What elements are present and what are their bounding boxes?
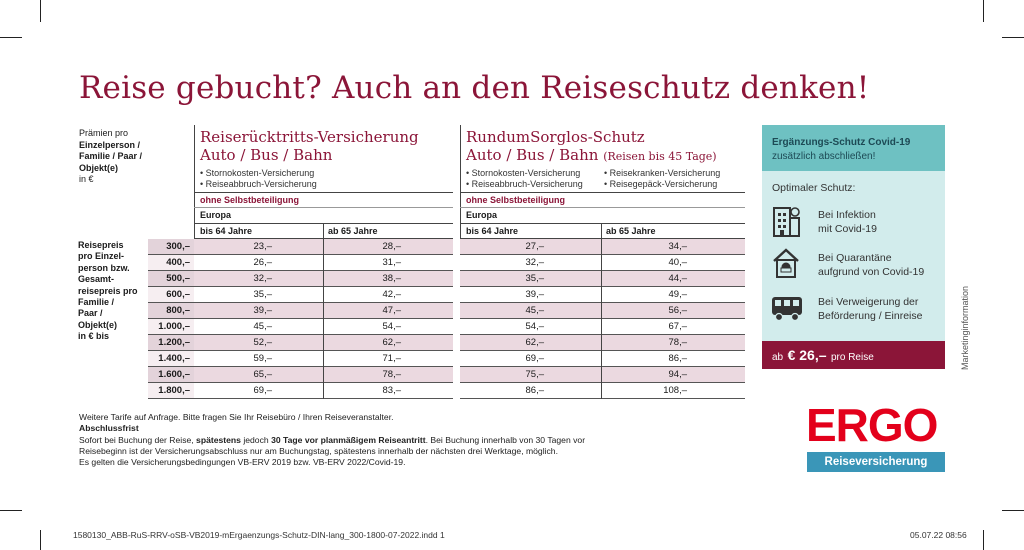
footer-heading: Abschlussfrist: [79, 423, 139, 434]
file-datetime: 05.07.22 08:56: [910, 530, 967, 540]
praemien-line: Familie / Paar /: [79, 151, 143, 161]
col2-bullets-right: [604, 168, 720, 190]
reisepreis-line: Gesamt-: [78, 274, 115, 285]
col1-ohne-sb: ohne Selbstbeteiligung: [200, 195, 300, 205]
covid-item-line: Beförderung / Einreise: [818, 310, 923, 322]
col1-title-line: Auto / Bus / Bahn: [200, 146, 333, 164]
covid-item3: [818, 295, 922, 323]
covid-item2: [818, 251, 924, 279]
footer-line: Es gelten die Versicherungsbedingungen VB-ERV 2019 bzw. VB-ERV 2022/Covid-19.: [79, 457, 406, 468]
premium-rrv-old: 78,–: [382, 369, 401, 380]
reisepreis-line: Paar /: [78, 308, 103, 319]
crop-mark: [0, 37, 22, 38]
premium-rus-young: 27,–: [525, 241, 544, 252]
rule: [194, 192, 453, 193]
premium-rrv-old: 62,–: [382, 337, 401, 348]
covid-optimal: Optimaler Schutz:: [772, 182, 856, 194]
crop-mark: [40, 530, 41, 550]
file-slug: 1580130_ABB-RuS-RRV-oSB-VB2019-mErgaenzungs-Schutz-DIN-lang_300-1800-07-2022.indd 1: [73, 530, 445, 540]
covid-title: Ergänzungs-Schutz Covid-19: [772, 137, 911, 148]
premium-rus-young: 86,–: [525, 385, 544, 396]
premium-rrv-young: 59,–: [253, 353, 272, 364]
premium-rus-young: 62,–: [525, 337, 544, 348]
col1-age-old: ab 65 Jahre: [328, 226, 378, 236]
premium-rrv-old: 54,–: [382, 321, 401, 332]
covid-item-line: aufgrund von Covid-19: [818, 266, 925, 278]
reisepreis-line: pro Einzel-: [78, 251, 125, 262]
reisepreis-line: person bzw.: [78, 262, 130, 273]
reisepreis-label: [78, 240, 148, 343]
row-price: 1.400,–: [158, 353, 190, 364]
bullet-item: • Reisekranken-Versicherung: [604, 168, 721, 178]
covid-price-prefix: ab: [772, 352, 784, 363]
premium-rus-young: 35,–: [525, 273, 544, 284]
reisepreis-line: reisepreis pro: [78, 285, 138, 296]
premium-rrv-old: 42,–: [382, 289, 401, 300]
row-price: 800,–: [166, 305, 190, 316]
praemien-line: in €: [79, 174, 94, 184]
covid-price-suffix: pro Reise: [830, 352, 874, 363]
premium-rus-old: 86,–: [668, 353, 687, 364]
bullet-item: • Stornokosten-Versicherung: [200, 168, 315, 178]
premium-rus-old: 94,–: [668, 369, 687, 380]
col2-title-suffix: (Reisen bis 45 Tage): [603, 150, 717, 163]
premium-rus-young: 54,–: [525, 321, 544, 332]
row-price: 500,–: [166, 273, 190, 284]
crop-mark: [1002, 37, 1024, 38]
reisepreis-line: Objekt(e): [78, 319, 118, 330]
premium-rrv-old: 47,–: [382, 305, 401, 316]
premium-rrv-young: 52,–: [253, 337, 272, 348]
footer-span: . Bei Buchung innerhalb von 30 Tagen vor: [425, 434, 586, 445]
premium-rus-old: 49,–: [668, 289, 687, 300]
footer-span: 30 Tage vor planmäßigem Reiseantritt: [271, 434, 426, 445]
premium-rus-old: 44,–: [668, 273, 687, 284]
col2-title-line: Auto / Bus / Bahn: [466, 146, 599, 164]
premium-rrv-young: 23,–: [253, 241, 272, 252]
premium-rus-old: 34,–: [668, 241, 687, 252]
covid-item1: [818, 208, 877, 236]
rule: [194, 207, 453, 208]
premium-rrv-young: 35,–: [253, 289, 272, 300]
covid-item-line: Bei Quarantäne: [818, 252, 892, 264]
premium-rrv-old: 83,–: [382, 385, 401, 396]
column-divider: [601, 223, 602, 239]
crop-mark: [40, 0, 41, 22]
premium-rus-old: 78,–: [668, 337, 687, 348]
reisepreis-line: in € bis: [78, 331, 110, 342]
ergo-tagline: Reiseversicherung: [807, 452, 945, 472]
covid-subtitle: zusätzlich abschließen!: [772, 151, 876, 162]
col1-region: Europa: [200, 210, 232, 220]
footer-span: Sofort bei Buchung der Reise,: [79, 434, 197, 445]
premium-rrv-young: 39,–: [253, 305, 272, 316]
row-price: 600,–: [166, 289, 190, 300]
premium-rus-young: 45,–: [525, 305, 544, 316]
row-price: 1.600,–: [158, 369, 190, 380]
footer-span: spätestens: [196, 434, 241, 445]
premium-rrv-young: 65,–: [253, 369, 272, 380]
row-price: 300,–: [166, 241, 190, 252]
premium-rrv-old: 28,–: [382, 241, 401, 252]
footer-line: [79, 435, 759, 446]
covid-price-bar: [762, 341, 945, 369]
praemien-line: Prämien pro: [79, 128, 129, 138]
covid-item-line: Bei Verweigerung der: [818, 296, 919, 308]
crop-mark: [0, 510, 22, 511]
premium-rrv-old: 31,–: [382, 257, 401, 268]
covid-item-line: mit Covid-19: [818, 223, 877, 235]
hospital-icon: [771, 204, 801, 238]
bullet-item: • Stornokosten-Versicherung: [466, 168, 581, 178]
page-title: Reise gebucht? Auch an den Reiseschutz denken!: [79, 70, 870, 106]
covid-body: [762, 171, 945, 341]
col2-title: [466, 128, 717, 166]
col2-ohne-sb: ohne Selbstbeteiligung: [466, 195, 566, 205]
covid-item-line: Bei Infektion: [818, 209, 876, 221]
column-divider: [323, 223, 324, 239]
row-price: 1.000,–: [158, 321, 190, 332]
premium-rus-young: 32,–: [525, 257, 544, 268]
row-price: 1.200,–: [158, 337, 190, 348]
quarantine-house-icon: [771, 247, 801, 279]
footer-text: [79, 412, 759, 468]
bullet-item: • Reisegepäck-Versicherung: [604, 179, 718, 189]
col2-age-old: ab 65 Jahre: [606, 226, 656, 236]
premium-rus-young: 75,–: [525, 369, 544, 380]
row-price: 1.800,–: [158, 385, 190, 396]
rule: [460, 207, 745, 208]
covid-price: € 26,–: [787, 347, 827, 363]
premium-rus-young: 69,–: [525, 353, 544, 364]
premium-rrv-young: 45,–: [253, 321, 272, 332]
col2-title-line: RundumSorglos-Schutz: [466, 128, 645, 146]
premium-rus-old: 108,–: [663, 385, 687, 396]
premium-rus-old: 67,–: [668, 321, 687, 332]
col1-bullets: [200, 168, 317, 190]
premium-rus-young: 39,–: [525, 289, 544, 300]
rule: [460, 223, 745, 224]
ergo-logo: ERGO: [806, 399, 938, 451]
col1-age-young: bis 64 Jahre: [200, 226, 253, 236]
praemien-label: [79, 128, 179, 186]
reisepreis-line: Reisepreis: [78, 240, 124, 250]
col1-title: [200, 128, 419, 164]
crop-mark: [1002, 510, 1024, 511]
crop-mark: [983, 0, 984, 22]
rule: [460, 192, 745, 193]
col2-age-young: bis 64 Jahre: [466, 226, 519, 236]
footer-line: Reisebeginn ist der Versicherungsabschluss nur am Buchungstag, spätestens innerhalb der nächsten drei Werktage, möglich.: [79, 445, 558, 456]
col2-bullets-left: [466, 168, 583, 190]
col1-title-line: Reiserücktritts-Versicherung: [200, 128, 419, 146]
premium-rus-old: 56,–: [668, 305, 687, 316]
bus-icon: [770, 293, 804, 323]
footer-span: jedoch: [240, 434, 272, 445]
premium-rrv-young: 69,–: [253, 385, 272, 396]
footer-line: Weitere Tarife auf Anfrage. Bitte fragen Sie Ihr Reisebüro / Ihren Reiseveranstalter.: [79, 412, 394, 422]
col2-region: Europa: [466, 210, 498, 220]
reisepreis-line: Familie /: [78, 297, 115, 308]
crop-mark: [983, 530, 984, 550]
premium-rrv-old: 71,–: [382, 353, 401, 364]
premium-rrv-young: 32,–: [253, 273, 272, 284]
premium-rrv-young: 26,–: [253, 257, 272, 268]
bullet-item: • Reiseabbruch-Versicherung: [466, 179, 583, 189]
praemien-line: Einzelperson /: [79, 139, 141, 150]
row-price: 400,–: [166, 257, 190, 268]
premium-rus-old: 40,–: [668, 257, 687, 268]
bullet-item: • Reiseabbruch-Versicherung: [200, 179, 317, 189]
premium-rrv-old: 38,–: [382, 273, 401, 284]
marketing-label: Marketinginformation: [960, 285, 970, 370]
praemien-line: Objekt(e): [79, 162, 119, 173]
covid-header: [762, 125, 945, 171]
